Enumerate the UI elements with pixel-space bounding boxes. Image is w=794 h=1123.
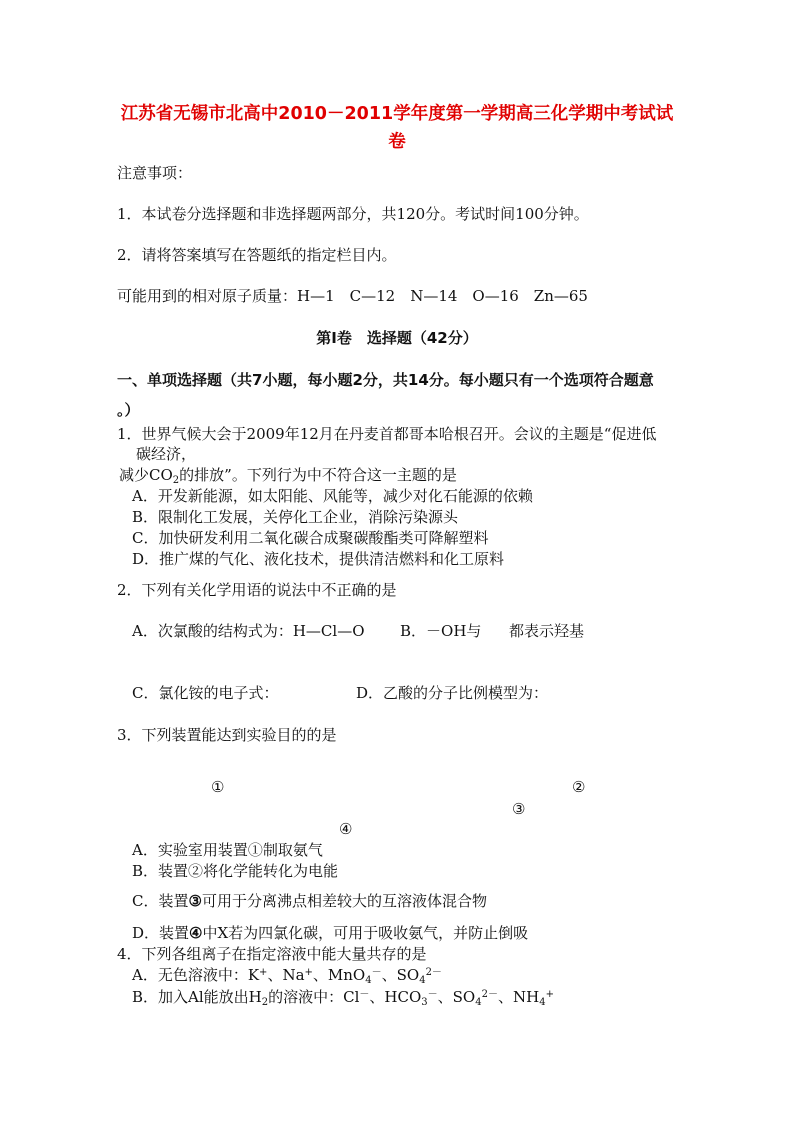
- exam-title-line2: 卷: [388, 132, 406, 152]
- q3-option-a: A．实验室用装置①制取氨气: [132, 841, 323, 859]
- q2-option-d: D．乙酸的分子比例模型为：: [356, 684, 549, 702]
- q3-apparatus-label-1: ①: [211, 778, 225, 796]
- q1-option-b: B．限制化工发展，关停化工企业，消除污染源头: [132, 508, 459, 526]
- section-heading-line1: 一、单项选择题（共7小题，每小题2分，共14分。每小题只有一个选项符合题意: [117, 371, 654, 389]
- exam-title-line1: 江苏省无锡市北高中2010－2011学年度第一学期高三化学期中考试试: [120, 104, 674, 124]
- atomic-masses: 可能用到的相对原子质量：H—1 C—12 N—14 O—16 Zn—65: [117, 287, 588, 305]
- q1-stem-line2: 碳经济，: [136, 445, 197, 463]
- q2-option-a: A．次氯酸的结构式为：H—Cl—O: [132, 622, 365, 640]
- q1-stem-line3: 减少$CO_2$的排放”。下列行为中不符合这一主题的是: [119, 466, 457, 486]
- q4-stem: 4．下列各组离子在指定溶液中能大量共存的是: [117, 945, 427, 963]
- q3-stem: 3．下列装置能达到实验目的的是: [117, 726, 337, 744]
- q2-option-c: C．氯化铵的电子式：: [132, 684, 279, 702]
- q4-option-a: A．无色溶液中：K+、Na+、MnO$_4$－、$SO_4^{2-}$: [132, 966, 442, 986]
- q1-stem-line1: 1．世界气候大会于2009年12月在丹麦首都哥本哈根召开。会议的主题是“促进低: [117, 425, 657, 443]
- q3-option-d: D．装置④中X若为四氯化碳，可用于吸收氨气，并防止倒吸: [132, 924, 529, 942]
- q4-option-b: B．加入Al能放出$H_2$的溶液中：Cl－、$HCO_3^-$、$SO_4^{2-}$、$NH_4^+$: [132, 988, 554, 1008]
- q1-option-c: C．加快研发利用二氧化碳合成聚碳酸酯类可降解塑料: [132, 529, 489, 547]
- notes-heading: 注意事项：: [117, 164, 193, 182]
- notes-item-2: 2．请将答案填写在答题纸的指定栏目内。: [117, 246, 397, 264]
- q2-option-b-suffix: 都表示羟基: [509, 622, 585, 640]
- q1-option-a: A．开发新能源，如太阳能、风能等，减少对化石能源的依赖: [132, 487, 533, 505]
- q3-option-b: B．装置②将化学能转化为电能: [132, 862, 339, 880]
- part1-heading: 第Ⅰ卷 选择题（42分）: [316, 329, 478, 347]
- q3-apparatus-label-2: ②: [572, 778, 586, 796]
- q3-option-c: C．装置③可用于分离沸点相差较大的互溶液体混合物: [132, 892, 487, 910]
- q3-apparatus-label-3: ③: [512, 800, 526, 818]
- q3-apparatus-label-4: ④: [339, 820, 353, 838]
- q1-option-d: D．推广煤的气化、液化技术，提供清洁燃料和化工原料: [132, 550, 505, 568]
- notes-item-1: 1．本试卷分选择题和非选择题两部分，共120分。考试时间100分钟。: [117, 205, 589, 223]
- q2-stem: 2．下列有关化学用语的说法中不正确的是: [117, 581, 397, 599]
- section-heading-line2: 。）: [117, 401, 140, 419]
- q2-option-b-prefix: B．－OH与: [400, 622, 482, 640]
